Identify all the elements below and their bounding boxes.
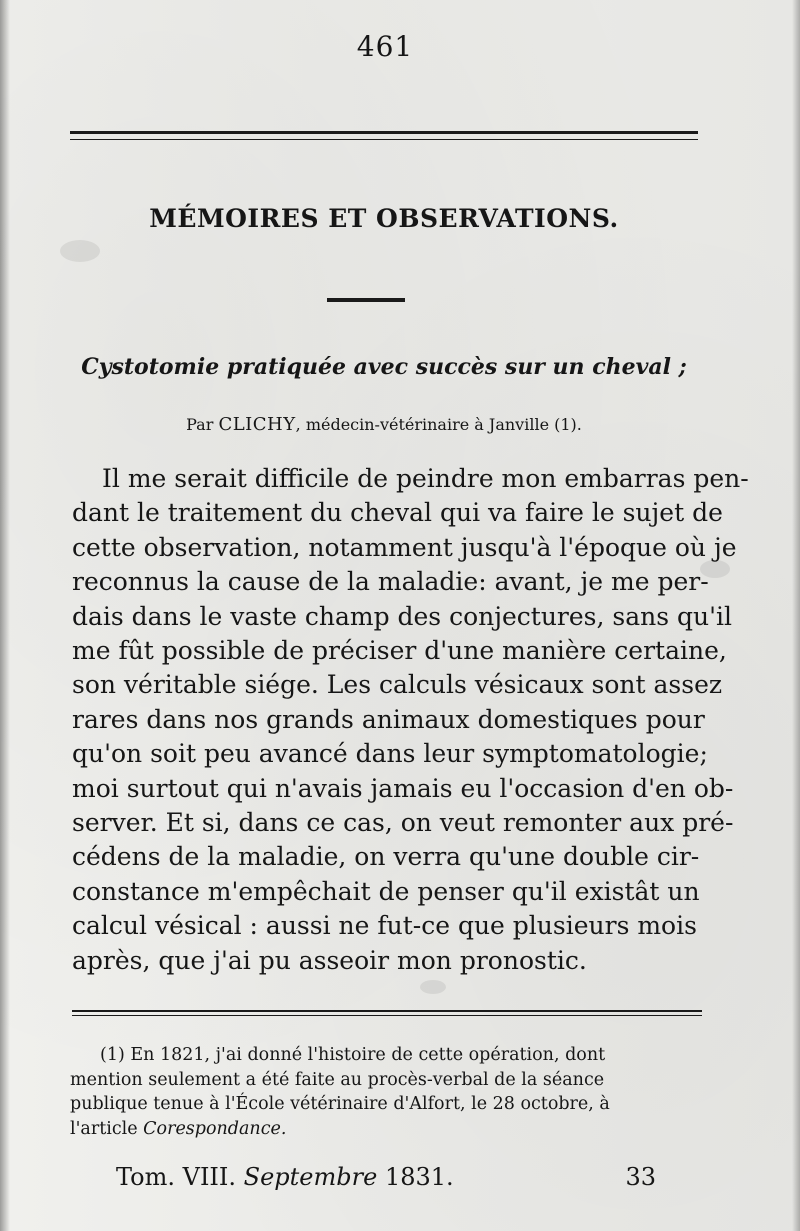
body-line: son véritable siége. Les calculs vésicaux sont assez [72, 670, 723, 700]
body-line: dant le traitement du cheval qui va faire le sujet de [72, 498, 723, 528]
byline-prefix: Par [186, 415, 214, 434]
tome-label: Tom. VIII. [116, 1163, 237, 1191]
footnote-line4-italic: Corespondance. [143, 1118, 287, 1139]
article-byline [70, 414, 698, 435]
byline-suffix: , médecin-vétérinaire à Janville (1). [295, 415, 582, 434]
body-line: dais dans le vaste champ des conjectures, sans qu'il [72, 601, 732, 631]
footnote-separator-rule [72, 1010, 702, 1016]
paper-stain [60, 240, 100, 262]
footnote-line: mention seulement a été faite au procès-verbal de la séance [70, 1069, 605, 1090]
volume-date [116, 1163, 454, 1191]
footnote-line: (1) En 1821, j'ai donné l'histoire de cette opération, dont [100, 1045, 606, 1065]
footnote-line4-prefix: l'article [70, 1118, 144, 1139]
sheet-signature: 33 [625, 1163, 656, 1191]
body-paragraph [72, 462, 749, 978]
header-double-rule [70, 131, 698, 140]
page-edge-shadow-left [0, 0, 10, 1231]
footnote-line [70, 1117, 706, 1142]
body-line: calcul vésical : aussi ne fut-ce que plusieurs mois [72, 911, 697, 941]
footnote [70, 1043, 706, 1141]
year-label: 1831. [384, 1163, 454, 1191]
body-line: rares dans nos grands animaux domestiques pour [72, 704, 705, 734]
printer-signature-line [116, 1163, 656, 1195]
author-name: CLICHY [218, 414, 296, 435]
body-line: qu'on soit peu avancé dans leur symptomatologie; [72, 739, 708, 769]
body-line: après, que j'ai pu asseoir mon pronostic. [72, 945, 587, 975]
page-number: 461 [356, 30, 414, 63]
month-label: Septembre [243, 1163, 378, 1191]
page-edge-shadow-right [792, 0, 800, 1231]
article-title: Cystotomie pratiquée avec succès sur un cheval ; [81, 354, 687, 380]
body-line: server. Et si, dans ce cas, on veut remonter aux pré- [72, 808, 734, 838]
paper-stain [420, 980, 446, 994]
body-line: constance m'empêchait de penser qu'il existât un [72, 876, 700, 906]
body-line: me fût possible de préciser d'une manière certaine, [72, 636, 727, 666]
body-line: cette observation, notamment jusqu'à l'époque où je [72, 532, 737, 562]
body-line: reconnus la cause de la maladie: avant, je me per- [72, 567, 709, 597]
body-line: cédens de la maladie, on verra qu'une double cir- [72, 842, 700, 872]
section-title: MÉMOIRES ET OBSERVATIONS. [149, 204, 619, 233]
footnote-line: publique tenue à l'École vétérinaire d'Alfort, le 28 octobre, à [70, 1094, 610, 1114]
section-separator-rule [327, 298, 405, 302]
body-line: moi surtout qui n'avais jamais eu l'occasion d'en ob- [72, 773, 734, 803]
body-line: Il me serait difficile de peindre mon embarras pen- [102, 464, 749, 493]
